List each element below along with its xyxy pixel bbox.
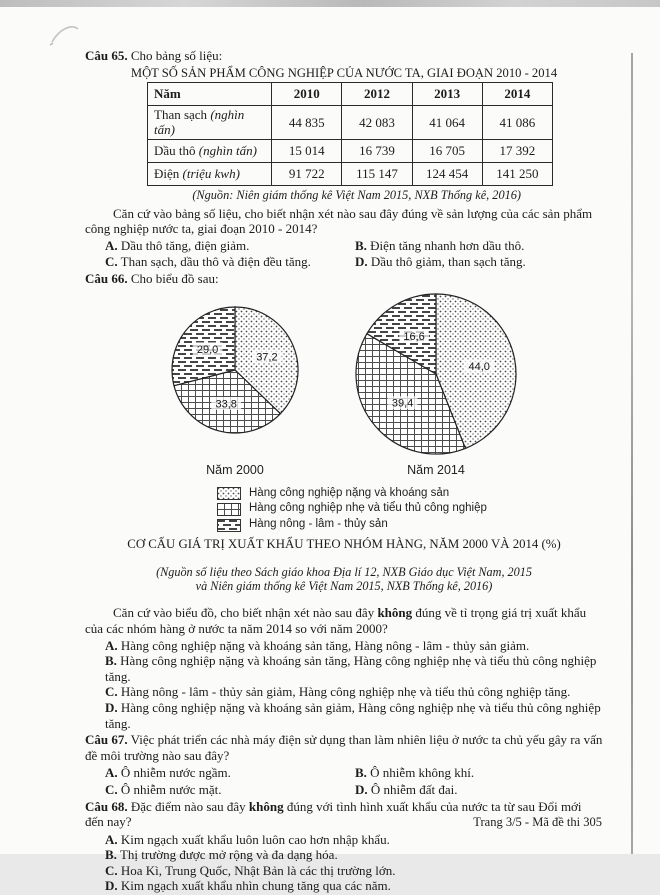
table-cell: 17 392 (482, 139, 552, 162)
q68-number: Câu 68. (85, 798, 128, 814)
chart-legend (217, 487, 603, 532)
q67-number: Câu 67. (85, 732, 128, 748)
option-a: A. Kim ngạch xuất khẩu luôn luôn cao hơn nhập khẩu. (105, 831, 390, 847)
table-row (148, 105, 553, 139)
table-cell: 141 250 (482, 162, 552, 185)
pie-slice-value-label: 44,0 (468, 360, 490, 373)
option-d: D. Dầu thô giảm, than sạch tăng. (355, 254, 526, 270)
q65-table-title: MỘT SỐ SẢN PHẨM CÔNG NGHIỆP CỦA NƯỚC TA, GIAI ĐOẠN 2010 - 2014 (130, 65, 558, 80)
q66-intro: Cho biểu đồ sau: (130, 271, 219, 287)
q68-heading: Câu 68. Đặc điểm nào sau đây không đúng với tình hình xuất khẩu của nước ta từ sau Đổi mới đến nay? (85, 798, 582, 830)
bold-khong: không (248, 798, 284, 814)
legend-swatch-dots-icon (217, 487, 241, 500)
legend-swatch-grid-icon (217, 503, 241, 516)
q65-table-source: (Nguồn: Niên giám thống kê Việt Nam 2015, NXB Thống kê, 2016) (192, 187, 521, 202)
table-header-row (148, 82, 553, 105)
legend-label: Hàng nông - lâm - thủy sản (249, 518, 388, 531)
option-d: D. Kim ngạch xuất khẩu nhìn chung tăng qua các năm. (105, 878, 391, 894)
q65-heading (85, 48, 603, 64)
q65-options (85, 238, 603, 270)
q66-heading (85, 271, 603, 287)
q65-number: Câu 65. (85, 48, 128, 63)
q67-heading (85, 732, 603, 763)
table-header-cell: 2013 (412, 82, 482, 105)
table-row-label: Dầu thô (nghìn tấn) (148, 139, 272, 162)
pie-2014-caption: Năm 2014 (407, 462, 465, 477)
table-cell: 41 064 (412, 105, 482, 139)
option-d: D. Ô nhiễm đất đai. (355, 781, 458, 797)
option-d: D. Hàng công nghiệp nặng và khoáng sản giảm, Hàng công nghiệp nhẹ và tiểu thủ công nghiệp tăng. (105, 699, 601, 731)
q65-data-table (147, 82, 553, 186)
table-cell: 16 705 (412, 139, 482, 162)
q65-table-wrap (147, 82, 553, 186)
q66-options (85, 638, 603, 732)
option-b: B. Ô nhiễm không khí. (355, 765, 475, 781)
pie-slice-value-label: 33,8 (215, 398, 237, 411)
pie-2000-svg (160, 300, 310, 446)
table-header-cell: 2010 (272, 82, 342, 105)
q65-question: Căn cứ vào bảng số liệu, cho biết nhận xét nào sau đây đúng về sản lượng của các sản phẩm công nghiệp nước ta, giai đoạn 2010 - 2014? (85, 205, 593, 237)
option-b: B. Hàng công nghiệp nặng và khoáng sản tăng, Hàng công nghiệp nhẹ và tiểu thủ công nghiệp tăng. (105, 653, 597, 684)
q65-intro: Cho bảng số liệu: (130, 48, 223, 63)
table-cell: 44 835 (272, 105, 342, 139)
table-header-cell: 2014 (482, 82, 552, 105)
row-unit: (triệu kwh) (182, 166, 240, 182)
table-cell: 91 722 (272, 162, 342, 185)
chart-title: CƠ CẤU GIÁ TRỊ XUẤT KHẨU THEO NHÓM HÀNG, NĂM 2000 VÀ 2014 (%) (127, 537, 561, 551)
pie-2000-caption: Năm 2000 (206, 462, 264, 477)
pie-charts-row (85, 290, 603, 478)
pie-slice-value-label: 37,2 (256, 351, 278, 364)
legend-item (217, 487, 603, 501)
table-row-label: Điện (triệu kwh) (148, 162, 272, 185)
pie-chart-2014 (344, 290, 528, 478)
scan-artifact-right-line (631, 53, 633, 854)
legend-label: Hàng công nghiệp nhẹ và tiểu thủ công nghiệp (249, 502, 487, 515)
row-unit: (nghìn tấn) (198, 143, 257, 159)
option-b: B. Điện tăng nhanh hơn dầu thô. (355, 237, 525, 253)
legend-label: Hàng công nghiệp nặng và khoáng sản (249, 486, 450, 499)
pencil-mark (46, 16, 90, 50)
table-cell: 115 147 (342, 162, 412, 185)
option-b: B. Thị trường được mở rộng và đa dạng hóa. (105, 847, 338, 863)
table-header-cell: Năm (148, 82, 272, 105)
option-a: A. Hàng công nghiệp nặng và khoáng sản tăng, Hàng nông - lâm - thủy sản giảm. (105, 637, 530, 653)
legend-swatch-dash-icon (217, 519, 241, 532)
table-cell: 42 083 (342, 105, 412, 139)
table-cell: 124 454 (412, 162, 482, 185)
table-row-label: Than sạch (nghìn tấn) (148, 105, 272, 139)
option-a: A. Ô nhiễm nước ngầm. (105, 765, 231, 781)
pie-slice-value-label: 16,6 (403, 330, 425, 343)
pie-chart-2000 (160, 300, 310, 478)
table-row (148, 139, 553, 162)
scan-artifact-top-band (0, 0, 660, 7)
bold-khong: không (377, 605, 413, 621)
pie-slice-value-label: 39,4 (391, 397, 414, 410)
legend-item (217, 502, 603, 516)
table-header-cell: 2012 (342, 82, 412, 105)
q68-options (85, 832, 603, 894)
row-unit: (nghìn tấn) (154, 106, 245, 138)
q67-options (85, 765, 603, 797)
option-c: C. Ô nhiễm nước mặt. (105, 781, 222, 797)
table-cell: 16 739 (342, 139, 412, 162)
legend-item (217, 518, 603, 532)
q66-question: Căn cứ vào biểu đồ, cho biết nhận xét nào sau đây không đúng về tỉ trọng giá trị xuất khẩu của các nhóm hàng ở nước ta năm 2014 so với năm 2000? (85, 605, 587, 636)
option-a: A. Dầu thô tăng, điện giảm. (105, 237, 250, 253)
option-c: C. Than sạch, dầu thô và điện đều tăng. (105, 254, 311, 270)
table-cell: 41 086 (482, 105, 552, 139)
chart-source: (Nguồn số liệu theo Sách giáo khoa Địa lí 12, NXB Giáo dục Việt Nam, 2015 và Niên giám thống kê Việt Nam 2015, NXB Thống kê, 2016) (156, 565, 532, 594)
page-footer: Trang 3/5 - Mã đề thi 305 (473, 815, 602, 829)
table-row (148, 162, 553, 185)
pie-slice-value-label: 29,0 (196, 343, 219, 356)
q67-stem: Việc phát triển các nhà máy điện sử dụng than làm nhiên liệu ở nước ta chủ yếu gây ra vấn đề môi trường nào sau đây? (85, 732, 603, 763)
option-c: C. Hoa Kì, Trung Quốc, Nhật Bản là các thị trường lớn. (105, 862, 396, 878)
q66-number: Câu 66. (85, 271, 128, 287)
table-cell: 15 014 (272, 139, 342, 162)
option-c: C. Hàng nông - lâm - thủy sản giảm, Hàng công nghiệp nhẹ và tiểu thủ công nghiệp tăng. (105, 684, 571, 700)
pie-2014-svg (344, 290, 528, 458)
page-content (85, 48, 603, 895)
